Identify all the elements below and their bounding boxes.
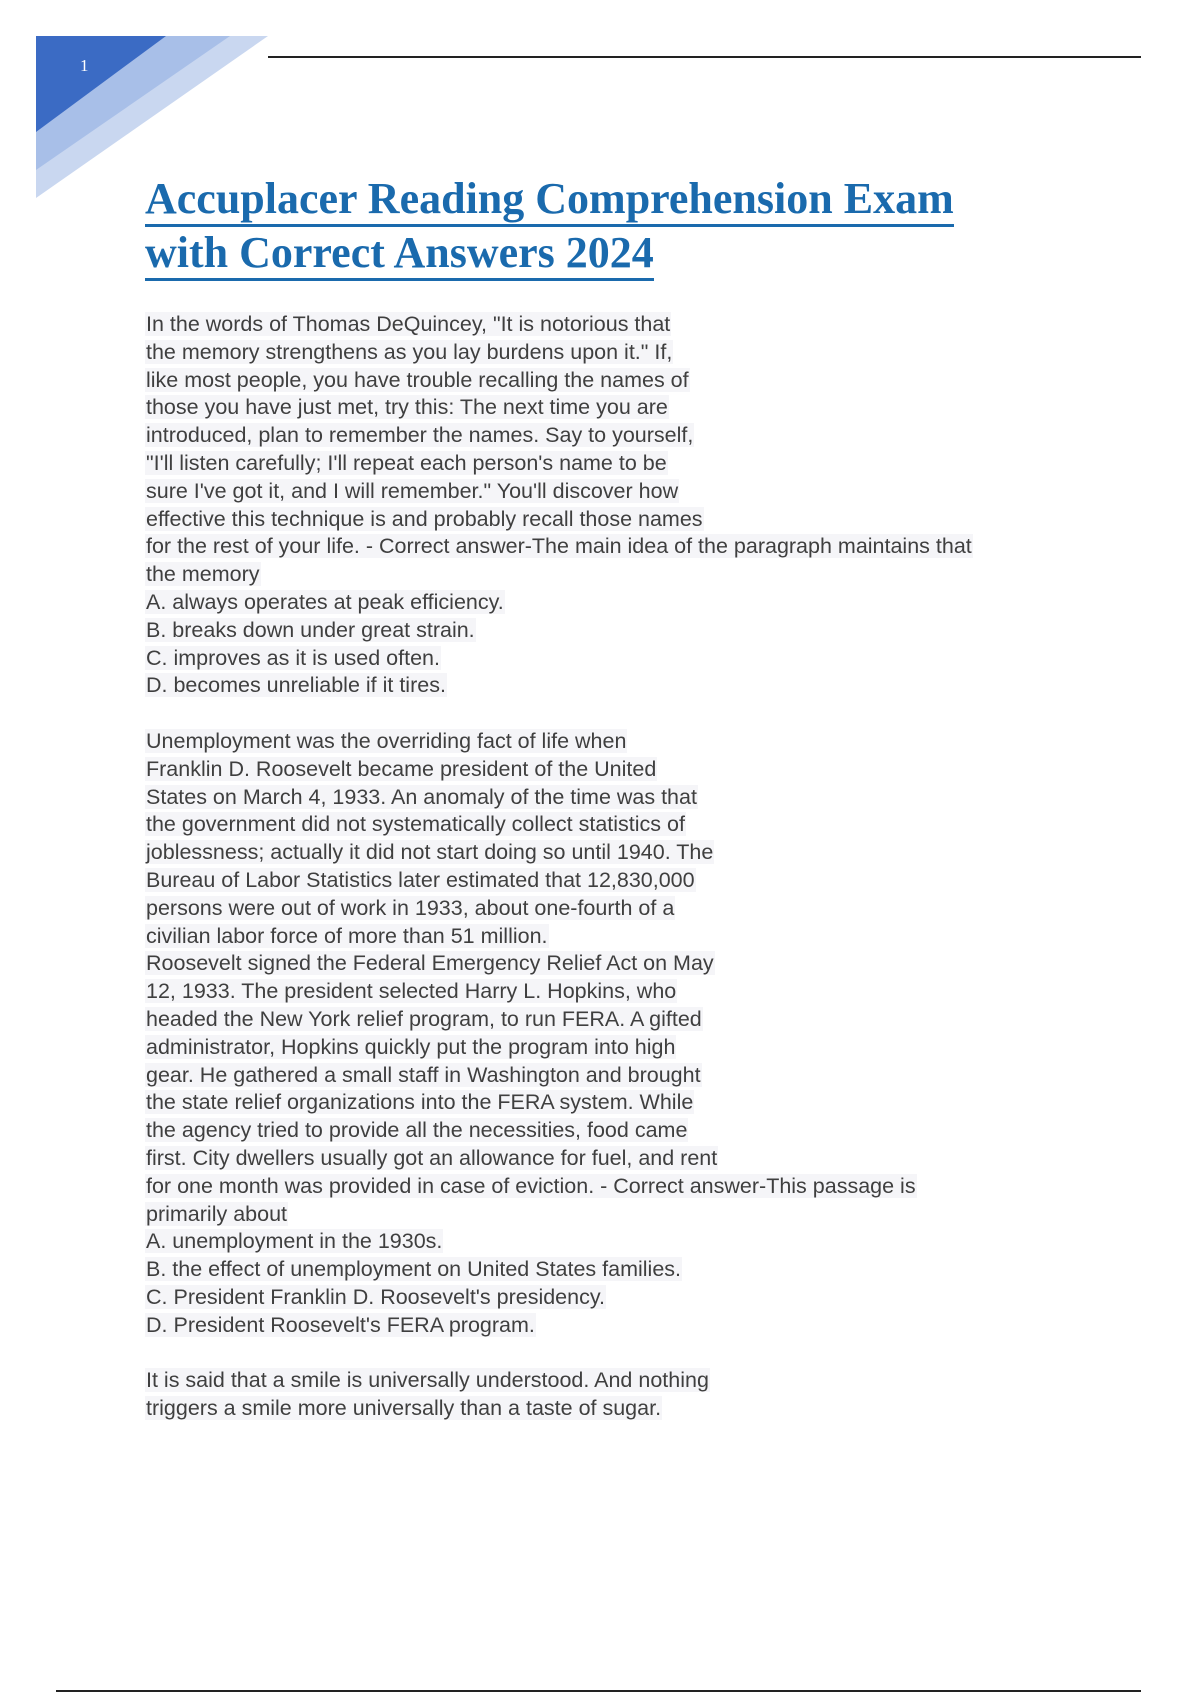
page-number: 1 [80,56,89,75]
passage-text: effective this technique is and probably recall those names [146,506,703,531]
passage-text: first. City dwellers usually got an allowance for fuel, and rent [146,1145,718,1170]
title-line: with Correct Answers 2024 [145,228,654,281]
passage-line [145,1367,1145,1395]
answer-option-text: D. becomes unreliable if it tires. [146,673,446,698]
passage-line [145,923,1145,951]
question-block [145,311,1145,700]
passage-line [145,478,1145,506]
answer-option-text: C. President Franklin D. Roosevelt's presidency. [146,1284,605,1309]
passage-line [145,1062,1145,1090]
passage-text: for one month was provided in case of eviction. - Correct answer-This passage is [146,1173,916,1198]
answer-option-text: B. breaks down under great strain. [146,617,475,642]
passage-text: the state relief organizations into the FERA system. While [146,1090,694,1115]
passage-text: headed the New York relief program, to run FERA. A gifted [146,1006,702,1031]
header-rule [268,56,1141,58]
passage-text: It is said that a smile is universally understood. And nothing [146,1368,709,1393]
passage-text: Franklin D. Roosevelt became president of the United [146,756,657,781]
passage-text: those you have just met, try this: The next time you are [146,395,668,420]
answer-option-text: A. unemployment in the 1930s. [146,1229,443,1254]
paragraph-spacer [145,1339,1145,1367]
answer-option [145,672,1145,700]
passage-line [145,1034,1145,1062]
passage-line [145,339,1145,367]
passage-text: the memory [146,562,260,587]
passage-text: gear. He gathered a small staff in Washington and brought [146,1062,701,1087]
passage-line [145,867,1145,895]
passage-line [145,311,1145,339]
passage-line [145,756,1145,784]
passage-text: civilian labor force of more than 51 million. [146,923,548,948]
passage-line [145,1089,1145,1117]
paragraph-spacer [145,700,1145,728]
passage-text: Bureau of Labor Statistics later estimated that 12,830,000 [146,867,695,892]
passage-text: In the words of Thomas DeQuincey, "It is notorious that [146,312,671,336]
answer-option-text: D. President Roosevelt's FERA program. [146,1312,535,1337]
passage-line [145,1395,1145,1423]
answer-option [145,645,1145,673]
passage-line [145,1145,1145,1173]
passage-text: "I'll listen carefully; I'll repeat each person's name to be [146,450,667,475]
passage-line [145,1173,1145,1201]
passage-line [145,895,1145,923]
passage-line [145,839,1145,867]
passage-line [145,561,1145,589]
answer-option [145,589,1145,617]
passage-line [145,728,1145,756]
answer-option-text: B. the effect of unemployment on United States families. [146,1257,682,1282]
passage-text: administrator, Hopkins quickly put the program into high [146,1034,676,1059]
passage-text: the government did not systematically collect statistics of [146,812,685,837]
title-line: Accuplacer Reading Comprehension Exam [145,174,954,227]
passage-line [145,450,1145,478]
passage-line [145,784,1145,812]
answer-option [145,617,1145,645]
passage-line [145,533,1145,561]
passage-line [145,394,1145,422]
passage-text: primarily about [146,1201,287,1226]
passage-line [145,1117,1145,1145]
question-block [145,1367,1145,1423]
passage-text: introduced, plan to remember the names. Say to yourself, [146,423,694,448]
answer-option [145,1284,1145,1312]
answer-option [145,1256,1145,1284]
passage-text: sure I've got it, and I will remember." You'll discover how [146,478,679,503]
passage-line [145,1006,1145,1034]
passage-text: joblessness; actually it did not start doing so until 1940. The [146,840,714,865]
answer-option-text: A. always operates at peak efficiency. [146,589,504,614]
passage-text: persons were out of work in 1933, about one-fourth of a [146,895,675,920]
passage-line [145,506,1145,534]
answer-option [145,1228,1145,1256]
document-body [145,311,1145,1423]
answer-option-text: C. improves as it is used often. [146,645,440,670]
passage-text: Roosevelt signed the Federal Emergency Relief Act on May [146,951,714,976]
document-title [145,172,1145,280]
passage-line [145,950,1145,978]
passage-text: 12, 1933. The president selected Harry L. Hopkins, who [146,979,677,1004]
passage-text: the memory strengthens as you lay burdens upon it." If, [146,339,673,364]
passage-text: the agency tried to provide all the necessities, food came [146,1118,688,1143]
footer-rule [56,1690,1141,1692]
passage-line [145,367,1145,395]
passage-text: triggers a smile more universally than a taste of sugar. [146,1396,662,1421]
passage-text: like most people, you have trouble recalling the names of [146,367,689,392]
question-block [145,728,1145,1340]
passage-text: Unemployment was the overriding fact of life when [146,728,627,753]
passage-line [145,1201,1145,1229]
answer-option [145,1312,1145,1340]
passage-text: for the rest of your life. - Correct answer-The main idea of the paragraph maintains that [146,534,972,559]
passage-text: States on March 4, 1933. An anomaly of the time was that [146,784,697,809]
passage-line [145,978,1145,1006]
passage-line [145,811,1145,839]
passage-line [145,422,1145,450]
